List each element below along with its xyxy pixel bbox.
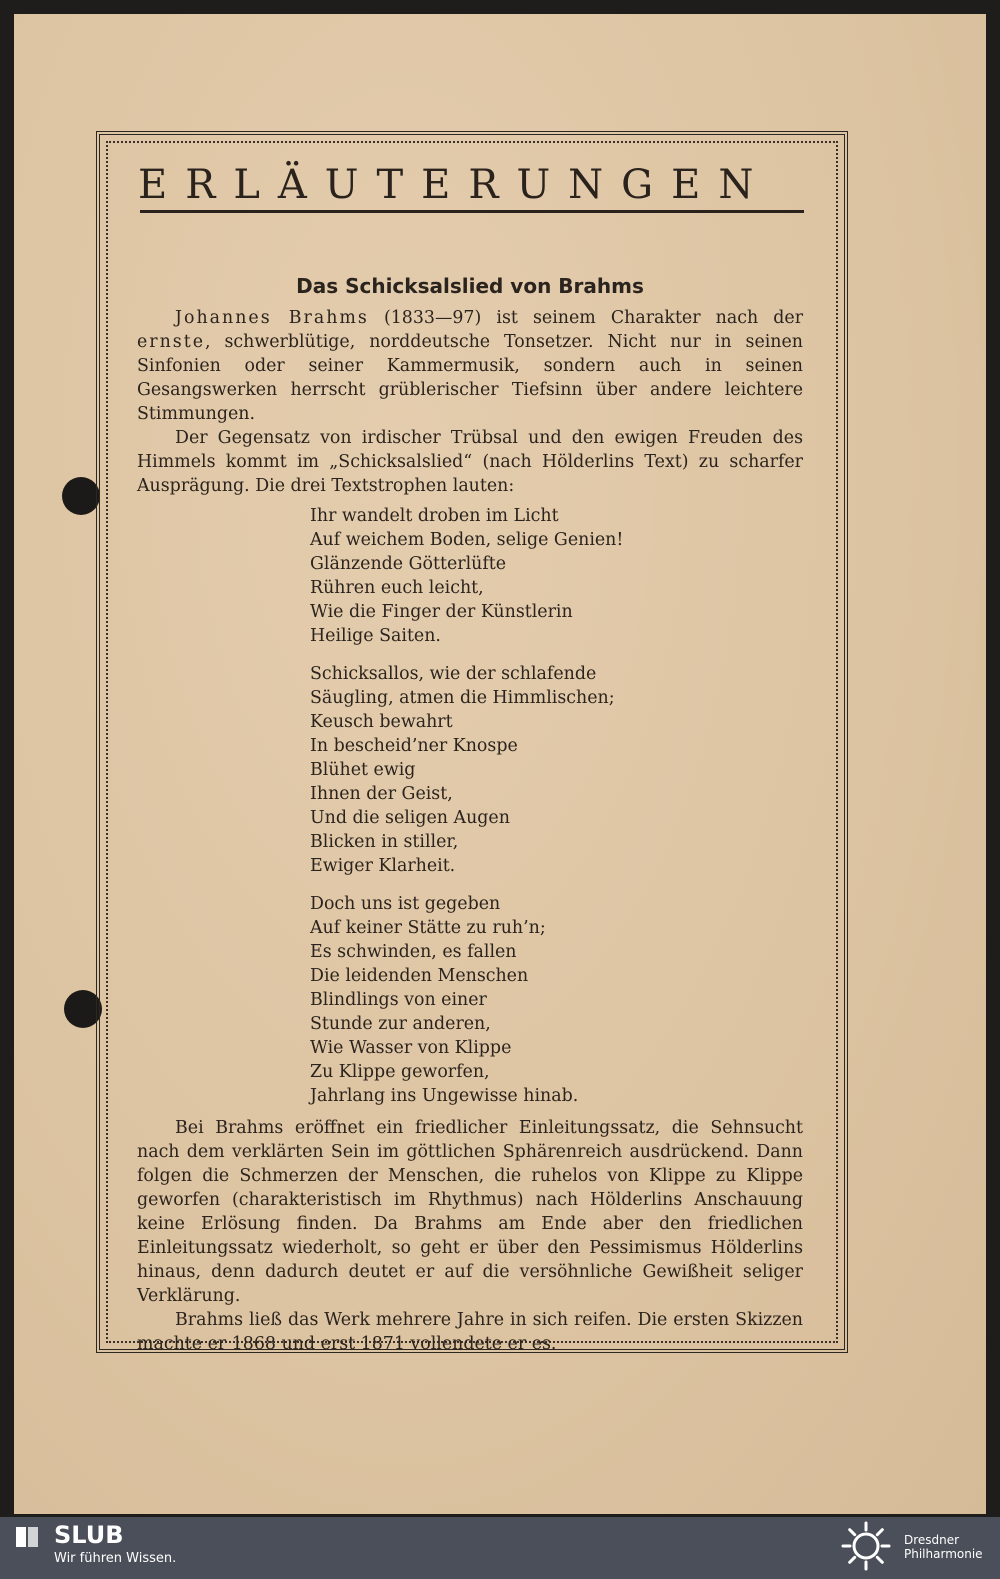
poem-line: Ihr wandelt droben im Licht: [310, 506, 559, 526]
poem-line: Auf keiner Stätte zu ruh’n;: [310, 918, 546, 938]
intro-paragraph: [137, 306, 803, 426]
poem-line: Ihnen der Geist,: [310, 784, 453, 804]
poem-line: Doch uns ist gegeben: [310, 894, 501, 914]
composer-name: Johannes Brahms: [175, 308, 369, 328]
paragraph-contrast: Der Gegensatz von irdischer Trübsal und den ewigen Freuden des Himmels kommt im „Schicksalslied“ (nach Hölderlins Text) zu scharfer Ausprägung. Die drei Textstrophen lauten:: [137, 428, 803, 496]
philharmonie-logo-text[interactable]: [904, 1533, 983, 1561]
document-body: [137, 270, 803, 1356]
paragraph-analysis: Bei Brahms eröffnet ein friedlicher Einleitungssatz, die Sehnsucht nach dem verklärten Sein im göttlichen Sphärenreich ausdrückend. Dann folgen die Schmerzen der Menschen, die ruhelos von Klippe zu Klippe geworfen (charakteristisch im Rhythmus) nach Hölderlins Anschauung keine Erlösung finden. Da Brahms am Ende aber den friedlichen Einleitungssatz wiederholt, so geht er über den Pessimismus Hölderlins hinaus, denn dadurch deutet er auf die versöhnliche Gewißheit seliger Verklärung.: [137, 1118, 803, 1306]
poem-line: Keusch bewahrt: [310, 712, 453, 732]
intro-text-part1: (1833—97) ist seinem Charakter nach der: [368, 308, 804, 328]
poem-line: Rühren euch leicht,: [310, 578, 484, 598]
poem-line: Wie Wasser von Klippe: [310, 1038, 512, 1058]
intro-text-part2: , schwerblütige, norddeutsche Tonsetzer. Nicht nur in seinen Sinfonien oder seiner Kammermusik, sondern auch in seinen Gesangswerken herrscht grüblerischer Tiefsinn über andere leichtere Stimmungen.: [137, 332, 803, 424]
poem-stanza-3: [310, 892, 803, 1108]
poem-stanza-1: [310, 504, 803, 648]
poem-line: Säugling, atmen die Himmlischen;: [310, 688, 615, 708]
spaced-word: ernste: [137, 332, 206, 352]
title-underline: [140, 210, 804, 213]
philharmonie-line2: Philharmonie: [904, 1547, 983, 1561]
poem-line: Wie die Finger der Künstlerin: [310, 602, 573, 622]
poem-line: Blühet ewig: [310, 760, 416, 780]
poem-line: In bescheid’ner Knospe: [310, 736, 518, 756]
poem-line: Heilige Saiten.: [310, 626, 441, 646]
philharmonie-line1: Dresdner: [904, 1533, 960, 1547]
poem-line: Glänzende Götterlüfte: [310, 554, 507, 574]
poem-line: Auf weichem Boden, selige Genien!: [310, 530, 624, 550]
poem: [310, 504, 803, 1108]
page-title: ERLÄUTERUNGEN: [138, 162, 772, 208]
slub-logo-text[interactable]: SLUB: [54, 1521, 124, 1549]
philharmonie-sunburst-icon: [840, 1520, 892, 1572]
poem-line: Es schwinden, es fallen: [310, 942, 517, 962]
punch-hole: [62, 477, 100, 515]
poem-line: Die leidenden Menschen: [310, 966, 529, 986]
poem-line: Und die seligen Augen: [310, 808, 510, 828]
poem-line: Zu Klippe geworfen,: [310, 1062, 490, 1082]
poem-line: Blindlings von einer: [310, 990, 487, 1010]
paragraph-history: Brahms ließ das Werk mehrere Jahre in sich reifen. Die ersten Skizzen machte er 1868 und erst 1871 vollendete er es.: [137, 1310, 803, 1354]
poem-line: Stunde zur anderen,: [310, 1014, 491, 1034]
poem-line: Schicksallos, wie der schlafende: [310, 664, 597, 684]
slub-tagline: Wir führen Wissen.: [54, 1551, 177, 1566]
poem-line: Blicken in stiller,: [310, 832, 459, 852]
poem-line: Ewiger Klarheit.: [310, 856, 456, 876]
poem-line: Jahrlang ins Ungewisse hinab.: [310, 1086, 579, 1106]
section-heading: Das Schicksalslied von Brahms: [296, 274, 644, 298]
poem-stanza-2: [310, 662, 803, 878]
slub-book-icon: [14, 1524, 40, 1550]
